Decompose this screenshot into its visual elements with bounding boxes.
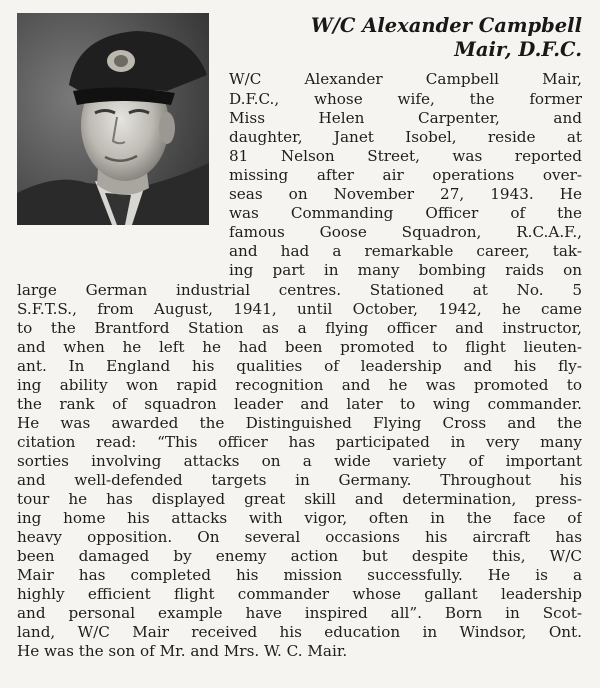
- title-line: W/C Alexander Campbell: [310, 14, 582, 37]
- body-line: the rank of squadron leader and later to wing commander.: [17, 395, 582, 413]
- body-line: 81 Nelson Street, was reported: [229, 147, 582, 165]
- body-line: land, W/C Mair received his education in Windsor, Ont.: [17, 623, 582, 641]
- body-line: Mair has completed his mission successfully. He is a: [17, 566, 582, 584]
- body-line: tour he has displayed great skill and determination, press-: [17, 490, 582, 508]
- body-line: seas on November 27, 1943. He: [229, 185, 582, 203]
- article-title: [226, 14, 582, 62]
- body-line: ant. In England his qualities of leadership and his fly-: [17, 357, 582, 375]
- title-line: Mair, D.F.C.: [454, 38, 582, 61]
- body-line: highly efficient flight commander whose gallant leadership: [17, 585, 582, 603]
- body-line: He was awarded the Distinguished Flying Cross and the: [17, 414, 582, 432]
- body-line: to the Brantford Station as a flying officer and instructor,: [17, 319, 582, 337]
- body-line: ing home his attacks with vigor, often in the face of: [17, 509, 582, 527]
- body-line: S.F.T.S., from August, 1941, until October, 1942, he came: [17, 300, 582, 318]
- body-line: missing after air operations over-: [229, 166, 582, 184]
- body-line: and personal example have inspired all”. Born in Scot-: [17, 604, 582, 622]
- body-line: been damaged by enemy action but despite this, W/C: [17, 547, 582, 565]
- body-line: ing part in many bombing raids on: [229, 261, 582, 279]
- body-line: W/C Alexander Campbell Mair,: [229, 70, 582, 88]
- body-line: and when he left he had been promoted to flight lieuten-: [17, 338, 582, 356]
- body-line: was Commanding Officer of the: [229, 204, 582, 222]
- body-line: citation read: “This officer has participated in very many: [17, 433, 582, 451]
- body-line: ing ability won rapid recognition and he was promoted to: [17, 376, 582, 394]
- body-line: large German industrial centres. Stationed at No. 5: [17, 281, 582, 299]
- body-line: daughter, Janet Isobel, reside at: [229, 128, 582, 146]
- body-line: Miss Helen Carpenter, and: [229, 109, 582, 127]
- body-line: heavy opposition. On several occasions his aircraft has: [17, 528, 582, 546]
- body-line: and had a remarkable career, tak-: [229, 242, 582, 260]
- body-line: D.F.C., whose wife, the former: [229, 90, 582, 108]
- body-line: He was the son of Mr. and Mrs. W. C. Mair.: [17, 642, 348, 660]
- body-line: and well-defended targets in Germany. Throughout his: [17, 471, 582, 489]
- body-line: sorties involving attacks on a wide variety of important: [17, 452, 582, 470]
- portrait-photo: [17, 13, 209, 225]
- body-line: famous Goose Squadron, R.C.A.F.,: [229, 223, 582, 241]
